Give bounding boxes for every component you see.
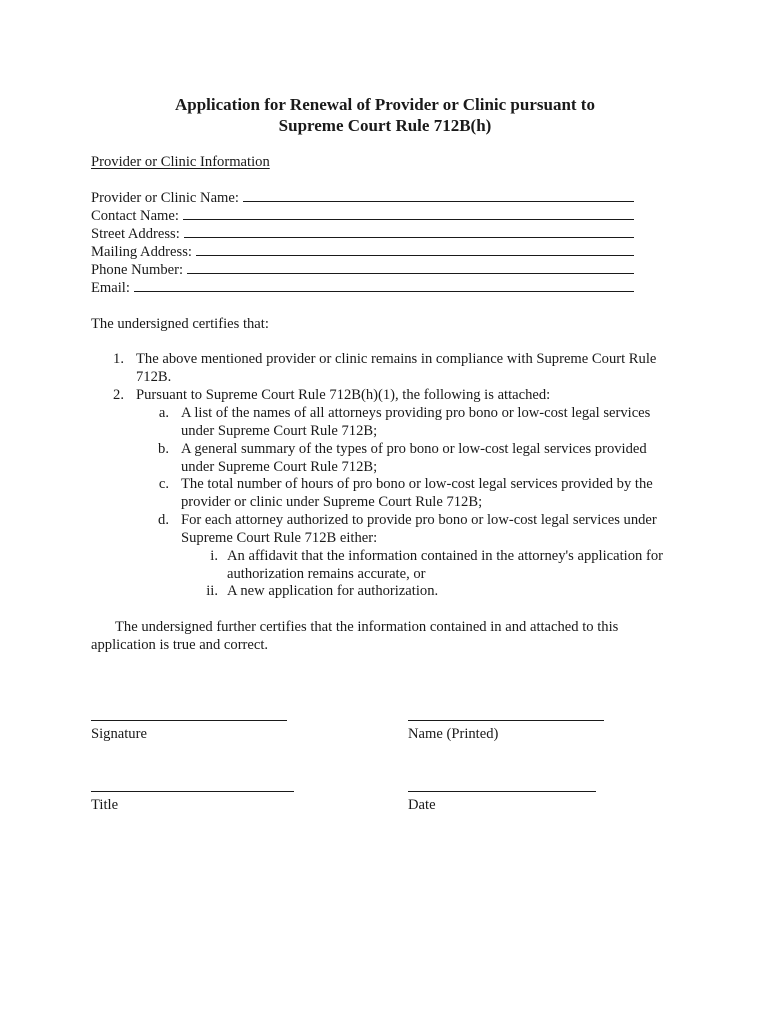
title-line-1: Application for Renewal of Provider or Clinic pursuant to: [175, 95, 595, 114]
list-marker: b.: [158, 441, 169, 457]
list-marker: a.: [158, 405, 169, 421]
list-item-text: A list of the names of all attorneys providing pro bono or low-cost legal services: [181, 405, 651, 421]
mailing-address-field[interactable]: [91, 241, 634, 259]
blank-line[interactable]: [184, 223, 634, 238]
list-item-text: under Supreme Court Rule 712B;: [181, 459, 378, 475]
contact-name-field[interactable]: [91, 205, 634, 223]
list-marker: 2.: [113, 387, 124, 403]
field-label: Email:: [91, 280, 130, 296]
title-line[interactable]: [91, 791, 294, 792]
list-marker: c.: [158, 476, 169, 492]
list-item-text: The above mentioned provider or clinic remains in compliance with Supreme Court Rule: [136, 351, 657, 367]
document-title: [0, 94, 770, 136]
blank-line[interactable]: [187, 259, 634, 274]
field-label: Provider or Clinic Name:: [91, 190, 239, 206]
section-heading: Provider or Clinic Information: [91, 154, 270, 170]
list-item-text: A new application for authorization.: [227, 583, 439, 599]
field-label: Phone Number:: [91, 262, 184, 278]
list-item-text: provider or clinic under Supreme Court Rule 712B;: [181, 494, 483, 510]
blank-line[interactable]: [134, 277, 634, 292]
title-line-2: Supreme Court Rule 712B(h): [278, 116, 492, 135]
name-printed-line[interactable]: [408, 720, 604, 721]
list-item-text: An affidavit that the information contained in the attorney's application for: [227, 548, 663, 564]
name-printed-label: Name (Printed): [408, 726, 499, 742]
list-marker: d.: [158, 512, 169, 528]
list-marker: ii.: [206, 583, 218, 599]
list-item-text: Pursuant to Supreme Court Rule 712B(h)(1), the following is attached:: [136, 387, 551, 403]
provider-name-field[interactable]: [91, 187, 634, 205]
list-item-text: under Supreme Court Rule 712B;: [181, 423, 378, 439]
date-line[interactable]: [408, 791, 596, 792]
signature-label: Signature: [91, 726, 147, 742]
list-item-text: A general summary of the types of pro bono or low-cost legal services provided: [181, 441, 647, 457]
certifies-intro: The undersigned certifies that:: [91, 316, 269, 332]
signature-line[interactable]: [91, 720, 287, 721]
list-item-text: The total number of hours of pro bono or low-cost legal services provided by the: [181, 476, 653, 492]
list-item-text: authorization remains accurate, or: [227, 566, 426, 582]
list-item-text: Supreme Court Rule 712B either:: [181, 530, 378, 546]
list-marker: i.: [210, 548, 218, 564]
list-marker: 1.: [113, 351, 124, 367]
date-label: Date: [408, 797, 436, 813]
list-item-text: For each attorney authorized to provide pro bono or low-cost legal services under: [181, 512, 657, 528]
list-item-text: 712B.: [136, 369, 172, 385]
phone-number-field[interactable]: [91, 259, 634, 277]
field-label: Contact Name:: [91, 208, 179, 224]
blank-line[interactable]: [183, 205, 634, 220]
blank-line[interactable]: [243, 187, 634, 202]
field-label: Mailing Address:: [91, 244, 192, 260]
further-certifies-line-2: application is true and correct.: [91, 637, 269, 653]
street-address-field[interactable]: [91, 223, 634, 241]
email-field[interactable]: [91, 277, 634, 295]
field-label: Street Address:: [91, 226, 180, 242]
title-label: Title: [91, 797, 119, 813]
further-certifies-line-1: The undersigned further certifies that the information contained in and attached to this: [115, 619, 619, 635]
blank-line[interactable]: [196, 241, 634, 256]
